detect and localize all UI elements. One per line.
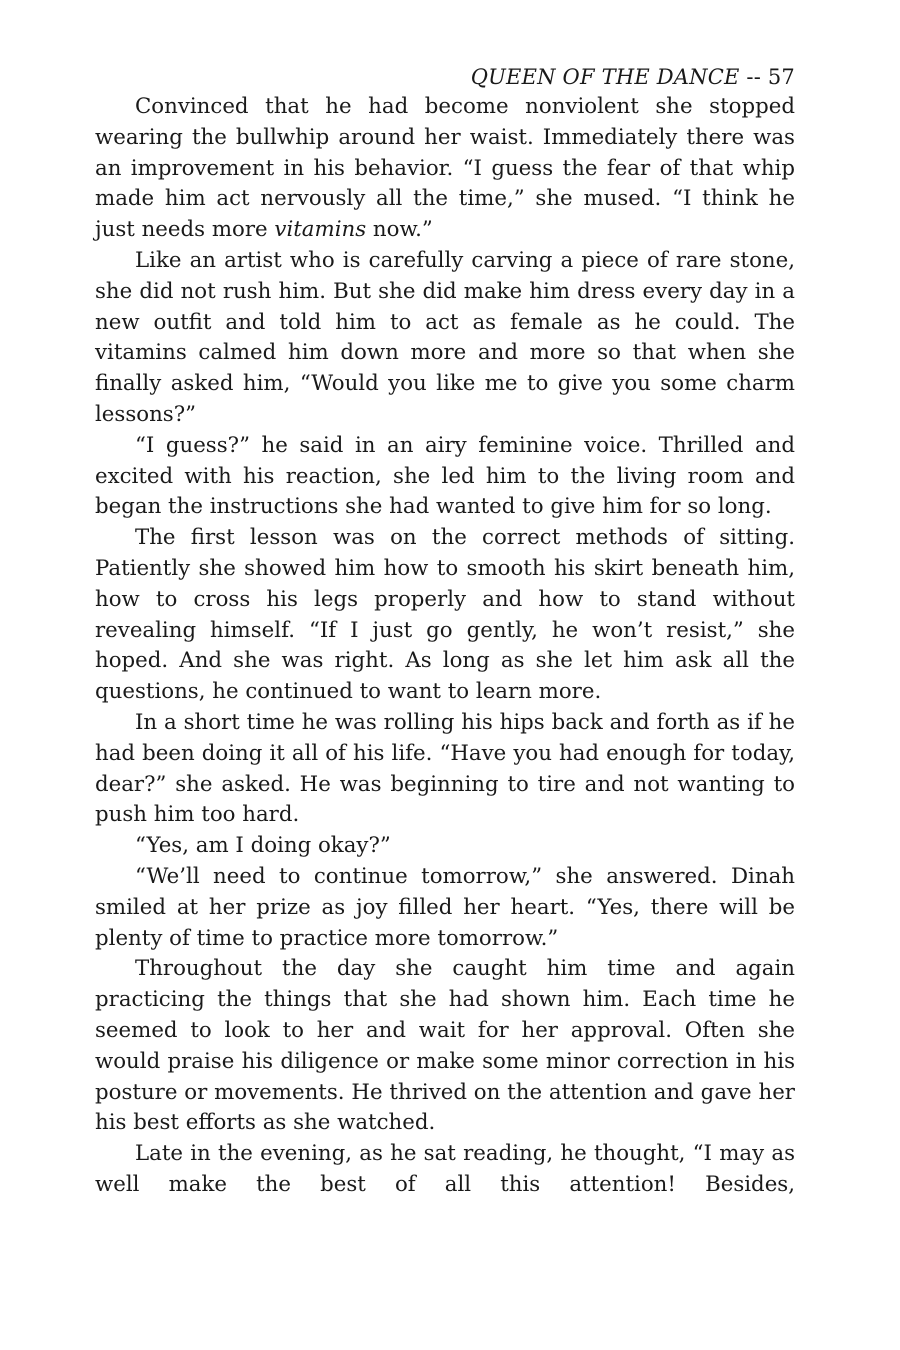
paragraph: Like an artist who is carefully carving a piece of rare stone, she did not rush him. But she did make him dress every day in a new outfit and told him to act as female as he could. The vitamins calmed him down more and more so that when she finally asked him, “Would you like me to give you some charm lessons?” bbox=[95, 247, 795, 427]
running-header-title: QUEEN OF THE DANCE bbox=[470, 65, 740, 89]
paragraph: The first lesson was on the correct methods of sitting. Patiently she showed him how to smooth his skirt beneath him, how to cross his legs properly and how to stand without revealing himself. “If I just go gently, he won’t resist,” she hoped. And she was right. As long as she let him ask all the questions, he continued to want to learn more. bbox=[95, 525, 795, 705]
paragraph: Late in the evening, as he sat reading, he thought, “I may as well make the best of all this attention! Besides, bbox=[95, 1141, 795, 1197]
running-header bbox=[95, 62, 795, 92]
paragraph: Throughout the day she caught him time and again practicing the things that she had shown him. Each time he seemed to look to her and wait for her approval. Often she would praise his diligence or make some minor correction in his posture or movements. He thrived on the attention and gave her his best efforts as she watched. bbox=[95, 956, 795, 1136]
emphasized-word: vitamins bbox=[274, 217, 367, 243]
paragraph-text: now.” bbox=[366, 217, 433, 243]
paragraph bbox=[95, 92, 795, 246]
paragraph: “I guess?” he said in an airy feminine voice. Thrilled and excited with his reaction, she led him to the living room and began the instructions she had wanted to give him for so long. bbox=[95, 432, 795, 520]
paragraph-text: Convinced that he had become nonviolent she stopped wearing the bullwhip around her waist. Immediately there was an improvement in his behavior. “I guess the fear of that whip made him act nervously all the time,” she mused. “I think he just needs more bbox=[95, 94, 795, 243]
page-number: 57 bbox=[767, 65, 795, 89]
body-text bbox=[95, 92, 795, 1201]
running-header-separator: -- bbox=[739, 65, 768, 89]
paragraph: In a short time he was rolling his hips back and forth as if he had been doing it all of his life. “Have you had enough for today, dear?” she asked. He was beginning to tire and not wanting to push him too hard. bbox=[95, 709, 795, 828]
paragraph: “Yes, am I doing okay?” bbox=[135, 833, 391, 859]
paragraph: “We’ll need to continue tomorrow,” she answered. Dinah smiled at her prize as joy filled her heart. “Yes, there will be plenty of time to practice more tomorrow.” bbox=[95, 863, 795, 951]
book-page bbox=[95, 62, 795, 1201]
